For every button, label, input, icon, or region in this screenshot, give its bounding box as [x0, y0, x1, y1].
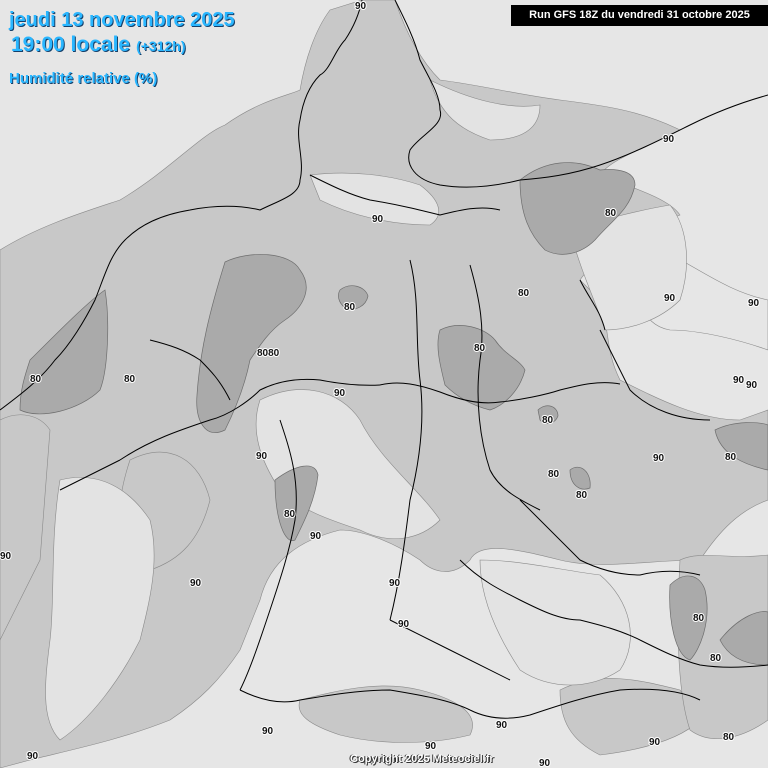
contour-label: 80 — [693, 613, 705, 624]
contour-label: 80 — [710, 653, 722, 664]
contour-label: 90 — [653, 453, 665, 464]
contour-label: 80 — [576, 490, 588, 501]
contour-label: 90 — [664, 293, 676, 304]
contour-label: 80 — [542, 415, 554, 426]
contour-label: 90 — [425, 741, 437, 752]
contour-label: 90 — [310, 531, 322, 542]
contour-label: 90 — [496, 720, 508, 731]
contour-label: 90 — [733, 375, 745, 386]
forecast-local-time: 19:00 locale — [11, 33, 131, 56]
contour-label: 90 — [0, 551, 12, 562]
contour-label: 90 — [389, 578, 401, 589]
contour-label: 80 — [30, 374, 42, 385]
contour-label: 90 — [334, 388, 346, 399]
contour-label: 90 — [262, 726, 274, 737]
contour-label: 90 — [748, 298, 760, 309]
contour-label: 90 — [663, 134, 675, 145]
forecast-date: jeudi 13 novembre 2025 — [9, 9, 235, 31]
contour-label: 80 — [284, 509, 296, 520]
contour-label: 90 — [746, 380, 758, 391]
contour-label: 80 — [474, 343, 486, 354]
contour-label: 90 — [190, 578, 202, 589]
contour-label: 80 — [344, 302, 356, 313]
contour-label: 90 — [539, 758, 551, 768]
contour-label: 8080 — [257, 348, 280, 359]
forecast-lead-time: (+312h) — [136, 38, 186, 54]
contour-label: 90 — [649, 737, 661, 748]
model-run-info: Run GFS 18Z du vendredi 31 octobre 2025 — [511, 5, 768, 26]
contour-label: 90 — [256, 451, 268, 462]
forecast-time — [11, 33, 186, 57]
copyright-notice: Copyright 2025 Meteociel.fr — [350, 753, 494, 765]
contour-label: 80 — [548, 469, 560, 480]
contour-label: 80 — [723, 732, 735, 743]
contour-label: 80 — [124, 374, 136, 385]
contour-label: 80 — [725, 452, 737, 463]
contour-label: 90 — [355, 1, 367, 12]
contour-label: 90 — [372, 214, 384, 225]
contour-label: 80 — [605, 208, 617, 219]
parameter-title: Humidité relative (%) — [9, 70, 158, 87]
contour-label: 90 — [27, 751, 39, 762]
contour-label: 80 — [518, 288, 530, 299]
contour-label: 90 — [398, 619, 410, 630]
